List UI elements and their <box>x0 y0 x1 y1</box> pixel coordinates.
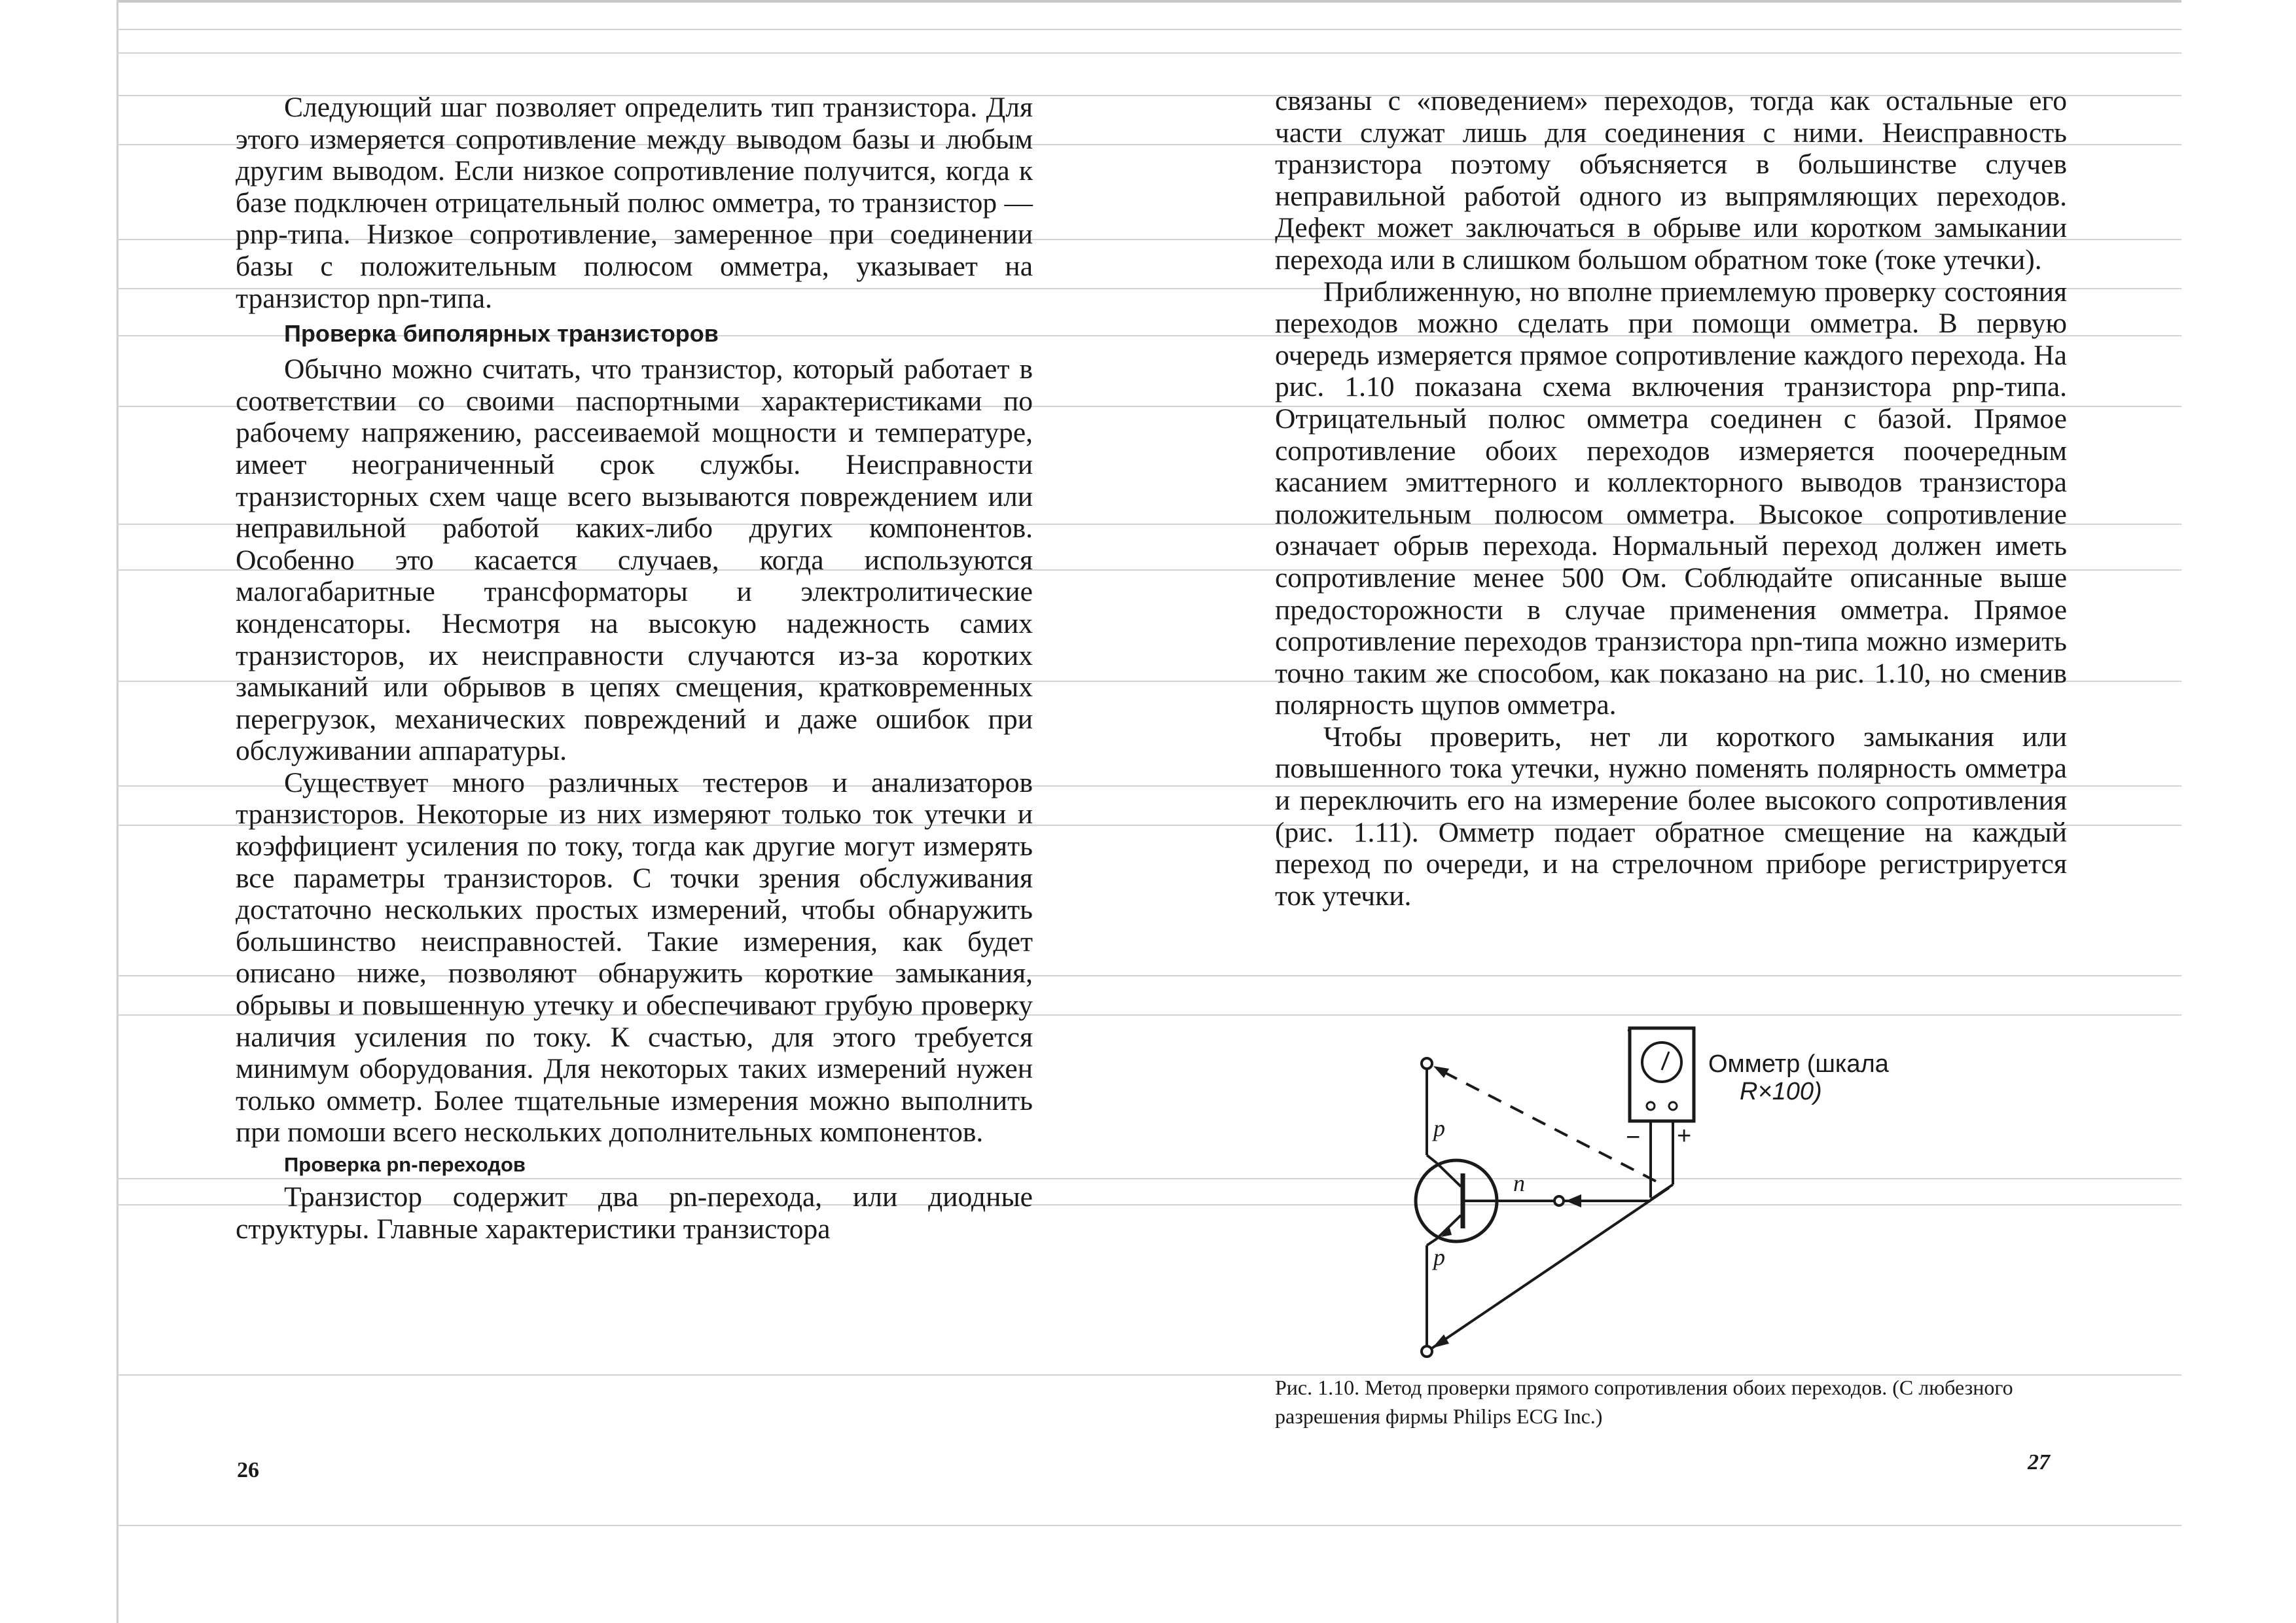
collector-terminal <box>1422 1058 1432 1069</box>
right-paragraph-1: связаны с «поведением» переходов, тогда как остальные его части служат лишь для соединения с ними. Неисправность транзистора поэтому объясняется в большинстве случев неправильной работой одного из выпрямляющих переходов. Дефект может заключаться в обрыве или коротком замыкании перехода или в слишком большом обратном токе (токе утечки). <box>1275 85 2067 276</box>
stray-dot: · <box>1624 1014 1634 1046</box>
ohmmeter-label-line2: R×100) <box>1740 1078 1822 1105</box>
left-paragraph-3: Существует много различных тестеров и анализаторов транзисторов. Некоторые из них измеряют только ток утечки и коэффициент усиления по току, тогда как другие могут измерять все параметры транзисторов. С точки зрения обслуживания достаточно нескольких простых измерений, чтобы обнаружить большинство неисправностей. Такие измерения, как будет описано ниже, позволяют обнаружить короткие замыкания, обрывы и повышенную утечку и обеспечивают грубую проверку наличия усиления по току. К счастью, для этого требуется минимум оборудования. Для некоторых таких измерений нужен только омметр. Более тщательные измерения можно выполнить при помоши всего нескольких дополнительных компонентов. <box>236 766 1033 1149</box>
ohmmeter-minus-jack <box>1647 1102 1655 1110</box>
scan-left-margin-line <box>117 0 118 1623</box>
base-arrow-icon <box>1566 1194 1581 1207</box>
label-p-emitter: p <box>1433 1244 1445 1270</box>
minus-sign-label: − <box>1626 1124 1641 1151</box>
ohmmeter-label-line1: Омметр (шкала <box>1708 1050 1889 1078</box>
plus-sign-label: + <box>1677 1122 1692 1150</box>
emitter-probe-arrow-icon <box>1432 1334 1449 1348</box>
label-n-base: n <box>1513 1170 1525 1196</box>
collector-probe-arrow-icon <box>1433 1066 1449 1078</box>
scan-top-border <box>117 0 2181 3</box>
base-node <box>1554 1196 1564 1205</box>
scan-rule-line <box>117 52 2181 54</box>
left-paragraph-1: Следующий шаг позволяет определить тип транзистора. Для этого измеряется сопротивление между выводом базы и любым другим выводом. Если низкое сопротивление получится, когда к базе подключен отрицательный полюс омметра, то транзистор — pnp-типа. Низкое сопротивление, замеренное при соединении базы с положительным полюсом омметра, указывает на транзистор npn-типа. <box>236 92 1033 314</box>
scan-rule-line <box>117 29 2181 30</box>
scan-rule-line <box>117 1525 2181 1526</box>
label-p-collector: p <box>1433 1115 1445 1141</box>
probe-to-emitter-wire <box>1432 1188 1669 1348</box>
figure-transistor-ohmmeter-circuit <box>1381 1014 1957 1358</box>
left-page-column <box>236 92 1033 1245</box>
figure-caption: Рис. 1.10. Метод проверки прямого сопротивления обоих переходов. (С любезного разрешения фирмы Philips ECG Inc.) <box>1275 1376 2013 1428</box>
page-number-left: 26 <box>237 1458 259 1482</box>
emitter-terminal <box>1422 1346 1432 1357</box>
section-heading-pn-junctions: Проверка pn-переходов <box>284 1153 526 1176</box>
probe-to-collector-dashed-wire <box>1435 1067 1656 1181</box>
page-number-right: 27 <box>2028 1450 2050 1474</box>
collector-link <box>1427 1155 1437 1163</box>
section-heading-bipolar: Проверка биполярных транзисторов <box>284 320 719 348</box>
left-paragraph-2: Обычно можно считать, что транзистор, который работает в соответствии со своими паспортными характеристиками по рабочему напряжению, рассеиваемой мощности и температуре, имеет неограниченный срок службы. Неисправности транзисторных схем чаще всего вызываются повреждением или неправильной работой каких-либо других компонентов. Особенно это касается случаев, когда используются малогабаритные трансформаторы и электролитические конденсаторы. Несмотря на высокую надежность самих транзисторов, их неисправности случаются из-за коротких замыканий или обрывов в цепях смещения, кратковременных перегрузок, механических повреждений и даже ошибок при обслуживании аппаратуры. <box>236 353 1033 767</box>
right-paragraph-2: Приближенную, но вполне приемлемую проверку состояния переходов можно сделать при помощи омметра. В первую очередь измеряется прямое сопротивление каждого перехода. На рис. 1.10 показана схема включения транзистора pnp-типа. Отрицательный полюс омметра соединен с базой. Прямое сопротивление обоих переходов измеряется поочередным касанием эмиттерного и коллекторного выводов транзистора положительным полюсом омметра. Высокое сопротивление означает обрыв перехода. Нормальный переход должен иметь сопротивление менее 500 Ом. Соблюдайте описанные выше предосторожности в случае применения омметра. Прямое сопротивление переходов транзистора npn-типа можно измерить точно таким же способом, как показано на рис. 1.10, но сменив полярность щупов омметра. <box>1275 276 2067 721</box>
right-paragraph-3: Чтобы проверить, нет ли короткого замыкания или повышенного тока утечки, нужно поменять полярность омметра и переключить его на измерение более высокого сопротивления (рис. 1.11). Омметр подает обратное смещение на каждый переход по очереди, и на стрелочном приборе регистрируется ток утечки. <box>1275 721 2067 912</box>
transistor-collector-leg <box>1437 1163 1461 1186</box>
ohmmeter-plus-jack <box>1669 1102 1677 1110</box>
right-page-column <box>1275 85 2067 912</box>
left-paragraph-4: Транзистор содержит два pn-перехода, или диодные структуры. Главные характеристики транзистора <box>236 1181 1033 1245</box>
